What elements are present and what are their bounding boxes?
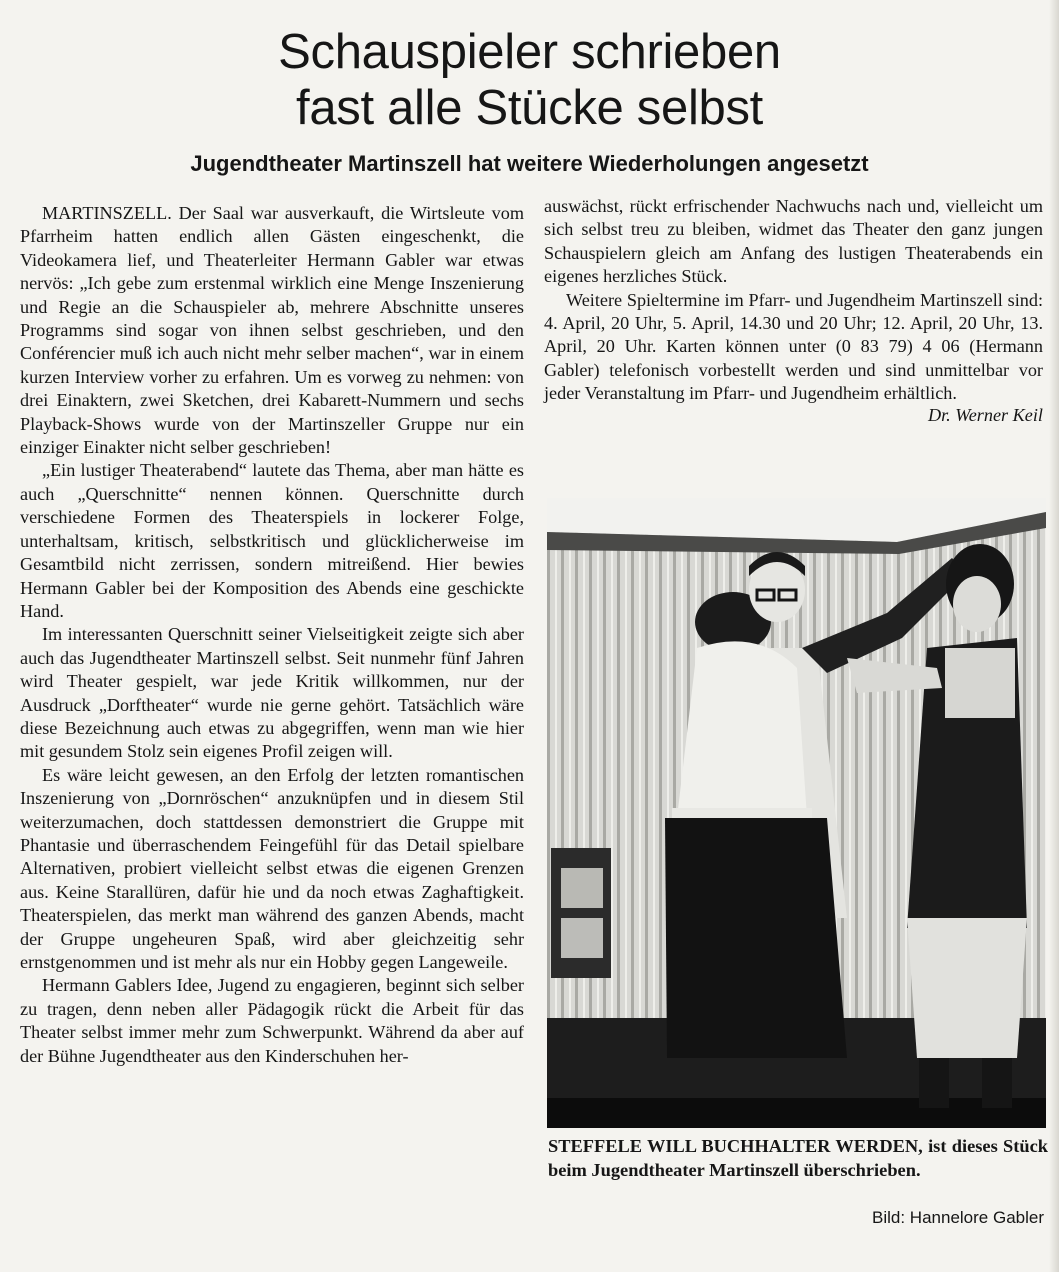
article-paragraph: Es wäre leicht gewesen, an den Erfolg der letzten romantischen Inszenierung von „Dornröschen“ anzuknüpfen und in diesem Stil weiterzumachen, doch stattdessen demonstriert die Gruppe mit Phantasie und überraschendem Feingefühl für das Detail spielbare Alternativen, probiert vielleicht selbst etwas die eigenen Grenzen aus. Keine Starallüren, dafür hie und da noch etwas Zaghaftigkeit. Theaterspielen, das merkt man während des ganzen Abends, macht der Gruppe ungeheuren Spaß, wird aber gleichzeitig sehr ernstgenommen und ist mehr als nur ein Hobby gegen Langeweile. [20,764,524,972]
article-paragraph: Im interessanten Querschnitt seiner Vielseitigkeit zeigte sich aber auch das Jugendtheater Martinszell selbst. Seit nunmehr fünf Jahren wird Theater gespielt, war jede Kritik willkommen, nur der Ausdruck „Dorftheater“ wurde nie gerne gehört. Tatsächlich wäre diese Bezeichnung auch etwas zu abgegriffen, wenn man wie hier mit gesundem Stolz sein eigenes Profil zeigen will. [20,624,524,762]
article-paragraph: MARTINSZELL. Der Saal war ausverkauft, die Wirtsleute vom Pfarrheim hatten endlich allen Gästen eingeschenkt, die Videokamera lief, und Theaterleiter Hermann Gabler war etwas nervös: „Ich gebe zum erstenmal wirklich eine Menge Inszenierung und Regie an die Schauspieler ab, mehrere Abschnitte unseres Programms sind sogar von ihnen selbst geschrieben, und den Conférencier muß ich auch nicht mehr selber machen“, war in einem kurzen Interview vorher zu erfahren. Um es vorweg zu nehmen: von drei Einaktern, zwei Sketchen, drei Kabarett-Nummern und sechs Playback-Shows wurde von der Martinszeller Gruppe nur ein einziger Einakter nicht selber geschrieben! [20,203,524,458]
stage-photo-illustration [547,498,1046,1128]
photo-credit: Bild: Hannelore Gabler [872,1208,1044,1227]
subheadline: Jugendtheater Martinszell hat weitere Wiederholungen angesetzt [190,151,869,176]
headline-line-1: Schauspieler schrieben [278,25,781,79]
headline [0,24,1059,136]
article-paragraph-dates: Weitere Spieltermine im Pfarr- und Jugendheim Martinszell sind: 4. April, 20 Uhr, 5. April, 14.30 und 20 Uhr; 12. April, 20 Uhr, 13. April, 20 Uhr. Karten können unter (0 83 79) 4 06 (Hermann Gabler) telefonisch vorbestellt werden und sind unmittelbar vor jeder Veranstaltung im Pfarr- und Jugendheim erhältlich. [544,289,1043,404]
headline-line-2: fast alle Stücke selbst [296,81,763,135]
scan-edge-shadow [1049,0,1059,1272]
article-paragraph-continued: auswächst, rückt erfrischender Nachwuchs nach und, vielleicht um sich selbst treu zu bleiben, widmet das Theater den ganz jungen Schauspielern gleich am Anfang des lustigen Theaterabends ein eigenes herzliches Stück. [544,196,1043,287]
article-column-right [544,195,1043,427]
article-column-left [20,202,524,1068]
article-paragraph: „Ein lustiger Theaterabend“ lautete das Thema, aber man hätte es auch „Querschnitte“ nennen können. Querschnitte durch verschiedene Formen des Theaterspiels in lockerer Folge, unterhaltsam, kritisch, selbstkritisch und glücklicherweise im Gesamtbild nicht zerrissen, sondern mitreißend. Hier bewies Hermann Gabler bei der Komposition des Abends eine geschickte Hand. [20,460,524,621]
article-paragraph: Hermann Gablers Idee, Jugend zu engagieren, beginnt sich selber zu tragen, denn neben aller Pädagogik rückt die Arbeit für das Theater selbst immer mehr zum Schwerpunkt. Während da aber auf der Bühne Jugendtheater aus den Kinderschuhen her- [20,975,524,1066]
photo-caption: STEFFELE WILL BUCHHALTER WERDEN, ist dieses Stück beim Jugendtheater Martinszell überschrieben. [548,1136,1048,1180]
author-byline: Dr. Werner Keil [927,404,1043,425]
stage-photo [547,498,1046,1128]
